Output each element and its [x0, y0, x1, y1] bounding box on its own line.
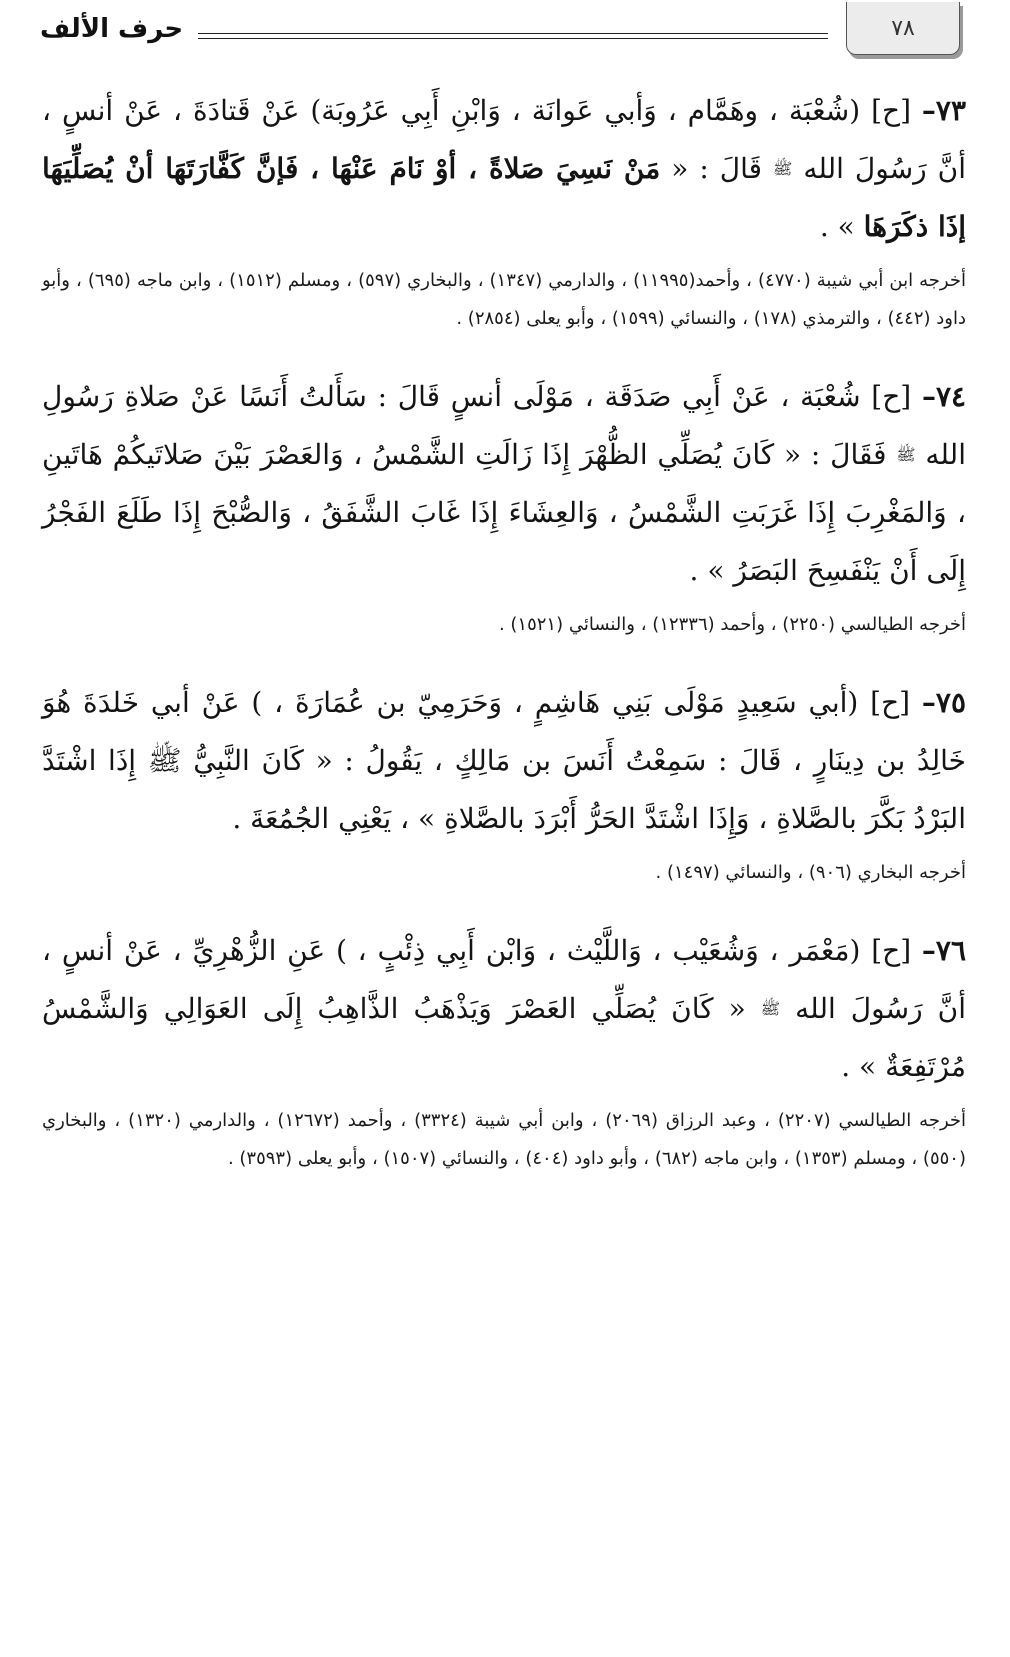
- hadith-close: » .: [689, 554, 725, 587]
- section-title: حرف الألف: [40, 14, 184, 44]
- hadith-qala: «: [728, 992, 746, 1025]
- hadith-number: ٧٥–: [921, 686, 966, 719]
- takhrij-note: أخرجه الطيالسي (٢٢٠٧) ، وعبد الرزاق (٢٠٦٩) ، وابن أبي شيبة (٣٣٢٤) ، وأحمد (١٢٦٧٢) ، والدارمي (١٣٢٠) ، والبخاري (٥٥٠) ، ومسلم (١٣٥٣) ، وابن ماجه (٦٨٢) ، وأبو داود (٤٠٤) ، والنسائي (١٥٠٧) ، وأبو يعلى (٣٥٩٣) .: [42, 1110, 966, 1169]
- hadith-qala: قَالَ : «: [671, 152, 762, 185]
- hadith-isnad: [ح] (أبي سَعِيدٍ مَوْلَى بَنِي هَاشِمٍ ، وَحَرَمِيّ بن عُمَارَةَ ، ) عَنْ أبي خَلدَةَ هُوَ خَالِدُ بن دِينَارٍ ، قَالَ : سَمِعْتُ أَنَسَ بن مَالِكٍ ، يَقُولُ :: [42, 686, 966, 777]
- hadith-matn: كَانَ يُصَلِّي الظُّهْرَ إِذَا زَالَتِ الشَّمْسُ ، وَالعَصْرَ بَيْنَ صَلاتَيكُمْ هَاتَينِ ، وَالمَغْرِبَ إِذَا غَرَبَتِ الشَّمْسُ ، وَالعِشَاءَ إِذَا غَابَ الشَّفَقُ ، وَالصُّبْحَ إِذَا طَلَعَ الفَجْرُ إِلَى أَنْ يَنْفَسِحَ البَصَرُ: [42, 438, 966, 587]
- hadith-matn: كَانَ يُصَلِّي العَصْرَ وَيَذْهَبُ الذَّاهِبُ إِلَى العَوَالِي وَالشَّمْسُ مُرْتَفِعَةٌ: [42, 992, 966, 1083]
- hadith-entry: [42, 368, 966, 644]
- hadith-text: [42, 368, 966, 600]
- page-number-tab: [846, 2, 960, 55]
- hadith-qala: «: [315, 744, 333, 777]
- hadith-close: » .: [841, 1050, 877, 1083]
- hadith-text: [42, 82, 966, 256]
- hadith-entry: [42, 82, 966, 338]
- hadith-entry: [42, 922, 966, 1178]
- salawat-symbol: ﷺ: [896, 445, 916, 464]
- hadith-text: [42, 922, 966, 1096]
- hadith-close: » .: [819, 210, 855, 243]
- hadith-number: ٧٣–: [921, 94, 966, 127]
- takhrij-note: أخرجه ابن أبي شيبة (٤٧٧٠) ، وأحمد(١١٩٩٥) ، والدارمي (١٣٤٧) ، والبخاري (٥٩٧) ، ومسلم (١٥١٢) ، وابن ماجه (٦٩٥) ، وأبو داود (٤٤٢) ، والترمذي (١٧٨) ، والنسائي (١٥٩٩) ، وأبو يعلى (٢٨٥٤) .: [42, 270, 966, 329]
- hadith-matn: كَانَ النَّبِيُّ ﷺ إِذَا اشْتَدَّ البَرْدُ بَكَّرَ بالصَّلاةِ ، وَإِذَا اشْتَدَّ الحَرُّ أَبْرَدَ بالصَّلاةِ: [42, 744, 966, 835]
- salawat-symbol: ﷺ: [760, 999, 781, 1018]
- page-content: [42, 82, 966, 1178]
- hadith-isnad: [ح] (مَعْمَر ، وَشُعَيْب ، وَاللَّيْث ، وَابْن أَبِي ذِئْبٍ ، ) عَنِ الزُّهْرِيِّ ، عَنْ أنسٍ ، أنَّ رَسُولَ الله: [42, 934, 966, 1025]
- hadith-qala: فَقَالَ : «: [784, 438, 887, 471]
- hadith-number: ٧٤–: [921, 380, 967, 413]
- hadith-entry: [42, 674, 966, 892]
- hadith-isnad: [ح] شُعْبَة ، عَنْ أَبِي صَدَقَة ، مَوْلَى أنسٍ قَالَ : سَأَلتُ أَنَسًا عَنْ صَلاةِ رَسُولِ الله: [42, 380, 966, 471]
- salawat-symbol: ﷺ: [773, 159, 793, 178]
- hadith-close: » ، يَعْنِي الجُمُعَةَ .: [232, 802, 436, 835]
- header-double-rule: [198, 33, 828, 39]
- takhrij-note: أخرجه البخاري (٩٠٦) ، والنسائي (١٤٩٧) .: [655, 862, 966, 883]
- hadith-isnad: [ح] (شُعْبَة ، وهَمَّام ، وَأبي عَوانَة ، وَابْنِ أَبِي عَرُوبَة) عَنْ قَتادَةَ ، عَنْ أنسٍ ، أنَّ رَسُولَ الله: [42, 94, 967, 185]
- hadith-text: [42, 674, 966, 848]
- hadith-matn: مَنْ نَسِيَ صَلاةً ، أوْ نَامَ عَنْهَا ، فَإنَّ كَفَّارَتَهَا أنْ يُصَلِّيَهَا إذَا ذكَرَهَا: [42, 152, 966, 243]
- hadith-number: ٧٦–: [921, 934, 966, 967]
- takhrij-note: أخرجه الطيالسي (٢٢٥٠) ، وأحمد (١٢٣٣٦) ، والنسائي (١٥٢١) .: [498, 614, 966, 635]
- page-number: ٧٨: [891, 15, 915, 41]
- page-header: [0, 0, 1010, 70]
